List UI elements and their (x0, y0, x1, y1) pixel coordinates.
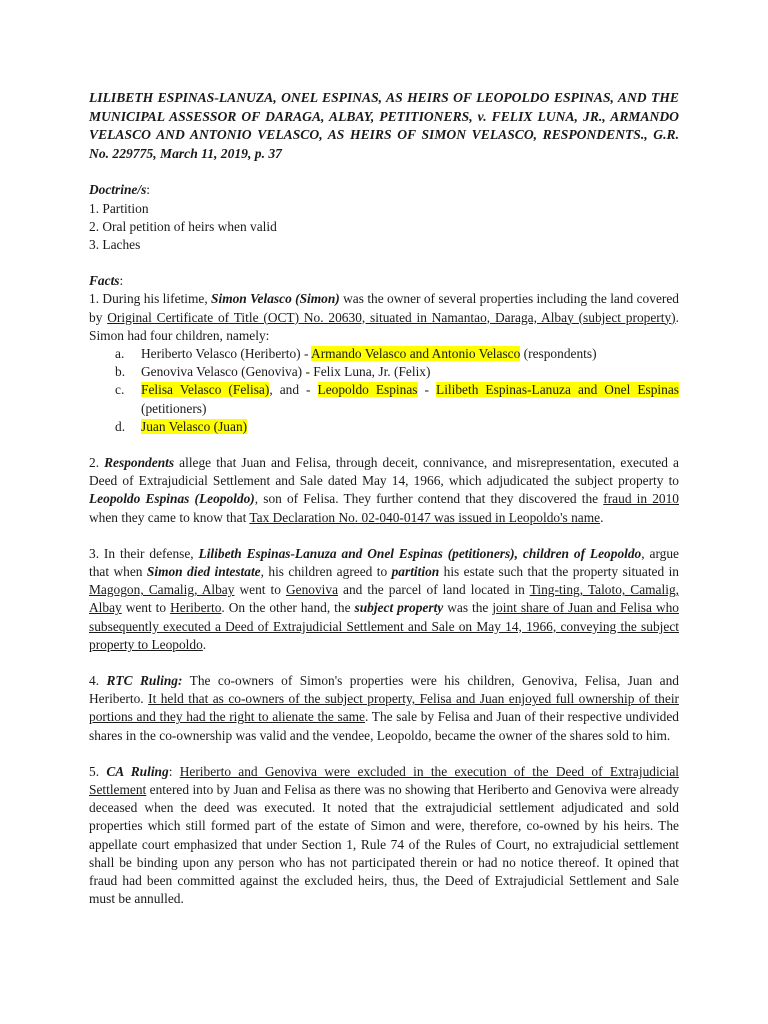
fact-paragraph-5 (89, 763, 679, 909)
text-run: 1. During his lifetime, (89, 291, 212, 307)
list-item (89, 418, 679, 436)
text-run: went to (234, 582, 286, 598)
text-run: entered into by Juan and Felisa as there was no showing that Heriberto and Genoviva were already deceased when the deed was executed. It noted that the extrajudicial settlement adjudicated and sold properties which still formed part of the estate of Simon and were, therefore, co-owned by his heirs. The appellate court emphasized that under Section 1, Rule 74 of the Rules of Court, no extrajudicial settlement shall be binding upon any person who has not participated therein or had no notice thereof. It opined that fraud had been committed against the excluded heirs, thus, the Deed of Extrajudicial Settlement and Sale must be annulled. (89, 782, 679, 907)
underlined-oct: Original Certificate of Title (OCT) No. 20630, situated in Namantao, Daraga, Albay (subject property) (107, 309, 676, 325)
doctrine-item: 1. Partition (89, 200, 149, 216)
text-run: : (168, 763, 180, 779)
highlighted-heirs: Lilibeth Espinas-Lanuza and Onel Espinas (436, 382, 680, 398)
text-run: went to (121, 600, 171, 616)
text-run: The co-owners of Simon's properties were his children, Genoviva, Felisa, Juan and Heriberto. (89, 673, 679, 707)
emphasis-petitioners: Lilibeth Espinas-Lanuza and Onel Espinas (petitioners), children of Leopoldo (198, 545, 642, 561)
emphasis-intestate: Simon died intestate (146, 564, 261, 580)
emphasis-respondents: Respondents (104, 455, 175, 471)
child-note: (petitioners) (141, 400, 207, 416)
text-run: . On the other hand, the (221, 600, 355, 616)
text-run: , argue that when (89, 545, 679, 580)
highlighted-heirs: Armando Velasco and Antonio Velasco (311, 346, 521, 361)
fact-paragraph-2 (89, 454, 679, 527)
doctrine-item: 3. Laches (89, 236, 141, 252)
child-note: (respondents) (520, 346, 597, 361)
underlined-place: Magogon, Camalig, Albay (89, 582, 235, 598)
underlined-exclusion: Heriberto and Genoviva were excluded in the execution of the Deed of Extrajudicial Settlement (89, 763, 680, 798)
fact-paragraph-1 (89, 290, 679, 345)
text-run: . (600, 509, 604, 525)
list-item-line (141, 381, 679, 399)
case-title: LILIBETH ESPINAS-LANUZA, ONEL ESPINAS, AS HEIRS OF LEOPOLDO ESPINAS, AND THE MUNICIPAL ASSESSOR OF DARAGA, ALBAY, PETITIONERS, v. FELIX LUNA, JR., ARMANDO VELASCO AND ANTONIO VELASCO, AS HEIRS OF SIMON VELASCO, RESPONDENTS., G.R. No. 229775, March 11, 2019, p. 37 (89, 90, 679, 161)
underlined-holding: It held that as co-owners of the subject property, Felisa and Juan enjoyed full ownership of their portions and they had the right to alienate the same (89, 691, 679, 725)
list-marker: c. (115, 382, 125, 398)
text-run: 2. (89, 455, 105, 471)
list-marker: d. (115, 418, 126, 434)
doctrine-label: Doctrine/s (89, 182, 147, 198)
underlined-fraud: fraud in 2010 (603, 491, 679, 507)
highlighted-heir: Leopoldo Espinas (317, 382, 418, 398)
text-run: when they came to know that (89, 509, 250, 525)
fact-paragraph-3 (89, 545, 679, 654)
highlighted-child-name: Felisa Velasco (Felisa) (141, 382, 270, 398)
text-run: 5. (89, 763, 107, 779)
emphasis-partition: partition (391, 564, 440, 580)
highlighted-child-name: Juan Velasco (Juan) (141, 418, 248, 434)
list-item (89, 345, 679, 363)
list-item (89, 363, 679, 381)
text-run: was the owner of several properties including the land covered by (89, 291, 679, 325)
list-item (89, 381, 679, 417)
underlined-place: Ting-ting, Taloto, Camalig, Albay (89, 582, 679, 616)
underlined-tax-declaration: Tax Declaration No. 02-040-0147 was issued in Leopoldo's name (249, 509, 601, 525)
children-list (89, 345, 679, 436)
doctrine-heading: Doctrine/s: (89, 182, 151, 198)
text-run: 3. In their defense, (89, 545, 199, 561)
text-run: was the (443, 600, 493, 616)
emphasis-simon: Simon Velasco (Simon) (211, 291, 340, 307)
text-run: 4. (89, 673, 107, 689)
facts-heading: Facts: (89, 273, 124, 289)
separator: , and - (269, 382, 318, 398)
doctrine-item: 2. Oral petition of heirs when valid (89, 218, 277, 234)
underlined-joint-share: joint share of Juan and Felisa who subsequently executed a Deed of Extrajudicial Settlement and Sale on May 14, 1966, conveying the subject property to Leopoldo (89, 600, 679, 652)
underlined-name: Heriberto (170, 600, 222, 616)
facts-label: Facts (89, 273, 120, 289)
text-run: . (202, 636, 207, 652)
emphasis-leopoldo: Leopoldo Espinas (Leopoldo) (89, 491, 255, 507)
separator: - (417, 382, 437, 398)
list-marker: a. (115, 346, 125, 361)
text-run: , his children agreed to (260, 564, 392, 580)
child-name: Genoviva Velasco (Genoviva) - Felix Luna, Jr. (Felix) (141, 364, 431, 380)
text-run: . The sale by Felisa and Juan of their respective undivided shares in the co-ownership was valid and the vendee, Leopoldo, became the owner of the shares sold to him. (89, 709, 680, 743)
underlined-name: Genoviva (285, 582, 339, 598)
emphasis-rtc-ruling: RTC Ruling: (106, 673, 183, 689)
fact-paragraph-4 (89, 672, 679, 745)
emphasis-ca-ruling: CA Ruling (106, 763, 169, 779)
text-run: , son of Felisa. They further contend that they discovered the (254, 491, 604, 507)
text-run: and the parcel of land located in (338, 582, 530, 598)
emphasis-subject-property: subject property (354, 600, 444, 616)
child-name: Heriberto Velasco (Heriberto) - (141, 346, 312, 361)
list-marker: b. (115, 364, 126, 380)
text-run: allege that Juan and Felisa, through deceit, connivance, and misrepresentation, executed a Deed of Extrajudicial Settlement and Sale dated May 14, 1966, which adjudicated the subject property to (89, 455, 679, 489)
text-run: his estate such that the property situated in (439, 564, 679, 580)
text-run: . Simon had four children, namely: (89, 309, 679, 343)
